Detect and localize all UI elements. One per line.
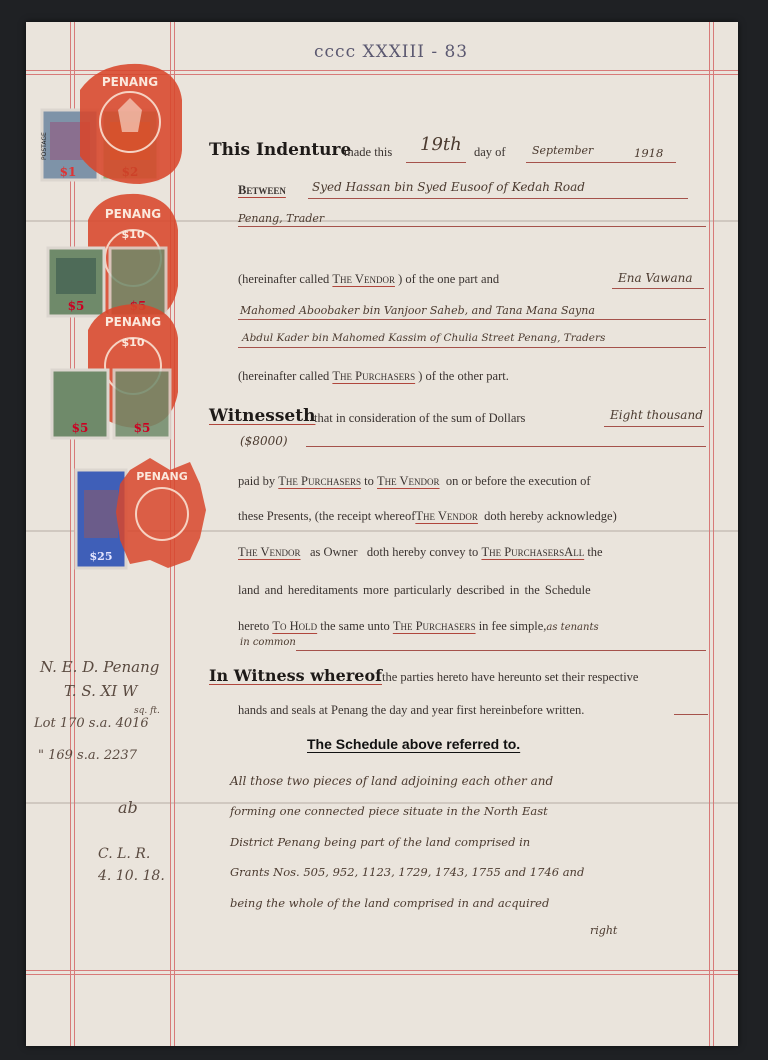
margin-note-ts: T. S. XI W [64, 682, 138, 700]
witnesseth-text: that in consideration of the sum of Dollars [314, 411, 526, 425]
land-line: land and hereditaments more particularly described in the Schedule [238, 583, 591, 597]
stamp-value: $1 [59, 165, 77, 179]
fill-line [406, 162, 466, 163]
fill-line [604, 426, 704, 427]
day-handwritten: 19th [420, 134, 462, 155]
schedule-title: The Schedule above referred to. [307, 736, 521, 752]
purchaser-clause: (hereinafter called The Purchasers ) of the other part. [238, 369, 509, 383]
made-this-text: made this [344, 145, 393, 159]
vendor-clause: (hereinafter called The Vendor ) of the one part and [238, 272, 500, 286]
schedule-line-5: being the whole of the land comprised in and acquired [230, 896, 550, 910]
amount-figure: ($8000) [240, 434, 288, 448]
impressed-stamp-1 [80, 64, 182, 184]
stamp-value: $10 [121, 228, 145, 241]
in-common-handwritten: in common [240, 637, 296, 648]
between-label: Between [238, 183, 286, 197]
revenue-stamps [40, 60, 210, 570]
stamp-value: $10 [121, 336, 145, 349]
presents-line: these Presents, (the receipt whereofThe Vendor doth hereby acknowledge) [238, 509, 617, 523]
in-witness-line1: the parties hereto have hereunto set their respective [382, 670, 639, 684]
stamp-text: PENANG [104, 315, 162, 329]
stamp-value: $5 [71, 421, 89, 435]
vendor-name-line1: Syed Hassan bin Syed Eusoof of Kedah Road [312, 180, 585, 194]
schedule-line-3: District Penang being part of the land comprised in [230, 835, 531, 849]
margin-note-district: N. E. D. Penang [40, 658, 160, 676]
stamp-value: $25 [89, 550, 113, 563]
fill-line [238, 347, 706, 348]
stamp-5-dollar [48, 248, 104, 316]
fill-line [306, 446, 706, 447]
purchaser-name-line3: Abdul Kader bin Mahomed Kassim of Chulia Street Penang, Traders [242, 332, 606, 344]
stamp-5-dollar [52, 370, 108, 438]
witnesseth-heading: Witnesseth [209, 406, 316, 426]
paid-by-line: paid by The Purchasers to The Vendor on or before the execution of [238, 474, 591, 488]
footer-rule [26, 970, 738, 971]
amount-words: Eight thousand [610, 408, 703, 422]
schedule-line-1: All those two pieces of land adjoining each other and [230, 774, 554, 788]
margin-note-date: 4. 10. 18. [98, 868, 165, 884]
fill-line [612, 288, 704, 289]
fill-line [308, 198, 688, 199]
purchaser-name-line1: Ena Vawana [618, 271, 693, 285]
stamp-value: $5 [67, 299, 85, 313]
vendor-name-line2: Penang, Trader [238, 212, 325, 225]
fill-line [296, 650, 706, 651]
footer-rule [26, 974, 738, 975]
margin-note-clr: C. L. R. [98, 846, 151, 862]
purchaser-name-line2: Mahomed Aboobaker bin Vanjoor Saheb, and Tana Mana Sayna [240, 304, 595, 317]
schedule-line-4: Grants Nos. 505, 952, 1123, 1729, 1743, 1755 and 1746 and [230, 865, 585, 879]
fill-line [238, 319, 706, 320]
catchword: right [590, 924, 618, 937]
in-witness-heading: In Witness whereof [209, 666, 382, 685]
fill-line [674, 714, 708, 715]
year-handwritten: 1918 [634, 146, 664, 160]
fill-line [526, 162, 676, 163]
month-handwritten: September [532, 144, 594, 157]
schedule-line-2: forming one connected piece situate in the North East [230, 804, 548, 818]
fill-line [238, 226, 706, 227]
indenture-document [26, 22, 738, 1046]
margin-note-initials: ab [118, 798, 138, 817]
stamp-text: PENANG [136, 470, 188, 483]
margin-rule [709, 22, 710, 1046]
day-of-text: day of [474, 145, 506, 159]
stamp-value: $5 [133, 421, 151, 435]
indenture-heading: This Indenture [209, 140, 352, 160]
margin-note-lot-170: Lot 170 s.a. 4016 [34, 716, 149, 731]
stamp-text: PENANG [104, 207, 162, 221]
to-hold-line: hereto To Hold the same unto The Purchasers in fee simple,as tenants [238, 619, 599, 633]
top-reference: cccc XXXIII - 83 [314, 42, 469, 62]
stamp-5-dollar [114, 370, 170, 438]
impressed-stamp-4 [116, 458, 206, 568]
margin-note-lot-169: " 169 s.a. 2237 [38, 748, 137, 763]
stamp-text: PENANG [101, 75, 159, 89]
stamp-text: POSTAGE [41, 132, 48, 160]
margin-note-sqft: sq. ft. [134, 706, 160, 716]
convey-line: The Vendor as Owner doth hereby convey to The PurchasersAll the [238, 545, 603, 559]
in-witness-line2: hands and seals at Penang the day and year first hereinbefore written. [238, 703, 585, 717]
margin-rule [713, 22, 714, 1046]
